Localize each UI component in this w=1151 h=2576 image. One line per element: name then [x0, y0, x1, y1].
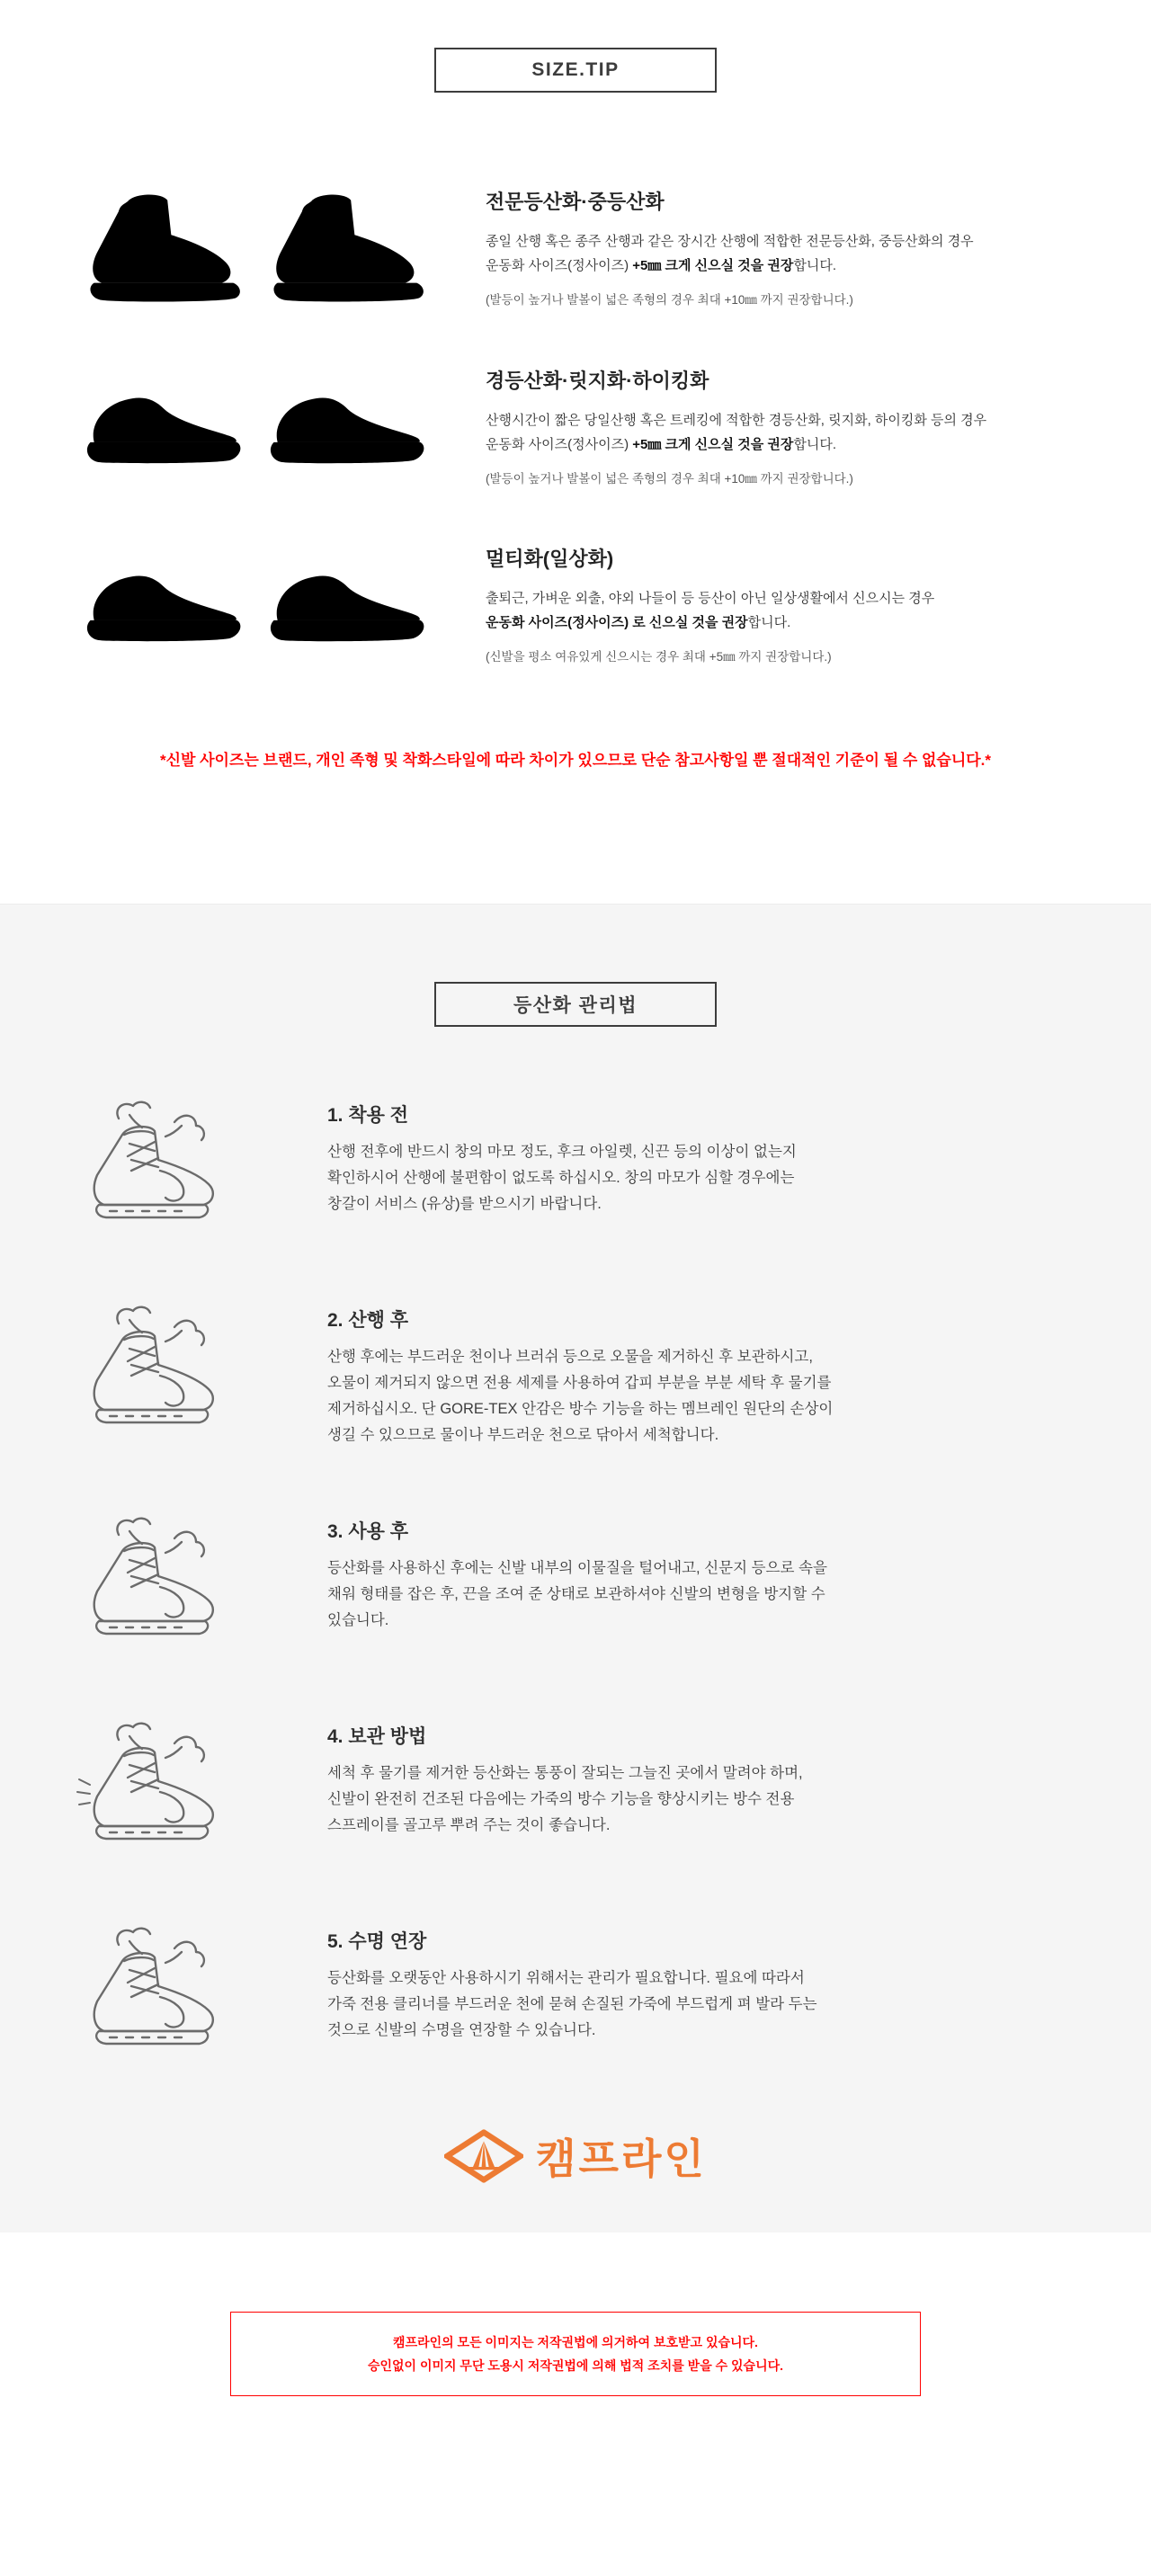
product-list: [0, 186, 1151, 664]
boot-care-illustration-icon: [67, 1716, 234, 1858]
care-title-box: [434, 982, 717, 1027]
product-note: (발등이 높거나 발볼이 넓은 족형의 경우 최대 +10㎜ 까지 권장합니다.): [486, 471, 853, 486]
multi-shoe-brown-image: [79, 559, 248, 648]
care-heading: 1. 착용 전: [327, 1104, 409, 1126]
care-line: 가죽 전용 클리너를 부드러운 천에 묻혀 손질된 가죽에 부드럽게 펴 발라 두는: [327, 1995, 817, 2012]
boot-care-illustration-icon: [67, 1300, 234, 1442]
product-heading: 경등산화·릿지화·하이킹화: [486, 369, 709, 392]
product-heading: 멀티화(일상화): [486, 547, 614, 570]
product-note: (신발을 평소 여유있게 신으시는 경우 최대 +5㎜ 까지 권장합니다.): [486, 649, 832, 664]
care-line: 등산화를 오랫동안 사용하시기 위해서는 관리가 필요합니다. 필요에 따라서: [327, 1969, 805, 1986]
care-item-2: [0, 1300, 1151, 1448]
boot-care-illustration-icon: [67, 1921, 234, 2063]
trail-shoe-brown-image: [263, 381, 432, 470]
boot-care-illustration-icon: [67, 1511, 234, 1653]
footer: [0, 2233, 1151, 2491]
care-line: 스프레이를 골고루 뿌려 주는 것이 좋습니다.: [327, 1816, 611, 1833]
care-item-5: [0, 1921, 1151, 2063]
care-items: [0, 1095, 1151, 2063]
diamond-peak-logo-icon: [444, 2129, 523, 2183]
care-text: [327, 1511, 939, 1653]
product-description-line2: 운동화 사이즈(정사이즈) 로 신으실 것을 권장합니다.: [486, 614, 791, 630]
product-text: [486, 366, 1088, 486]
care-line: 산행 후에는 부드러운 천이나 브러쉬 등으로 오물을 제거하신 후 보관하시고,: [327, 1348, 813, 1365]
product-description-line1: 산행시간이 짧은 당일산행 혹은 트레킹에 적합한 경등산화, 릿지화, 하이킹화 등의 경우: [486, 412, 987, 428]
care-line: 오물이 제거되지 않으면 전용 세제를 사용하여 갑피 부분을 부분 세탁 후 물기를: [327, 1374, 832, 1391]
care-line: 등산화를 사용하신 후에는 신발 내부의 이물질을 털어내고, 신문지 등으로 속을: [327, 1559, 827, 1576]
product-images: [79, 559, 444, 648]
boot-care-illustration-icon: [67, 1095, 234, 1237]
care-line: 세척 후 물기를 제거한 등산화는 통풍이 잘되는 그늘진 곳에서 말려야 하며,: [327, 1764, 803, 1781]
care-line: 제거하십시오. 단 GORE-TEX 안감은 방수 기능을 하는 멤브레인 원단의 손상이: [327, 1400, 834, 1417]
care-item-3: [0, 1511, 1151, 1653]
product-text: [486, 187, 1088, 308]
care-heading: 3. 사용 후: [327, 1520, 409, 1542]
hiking-boot-navy-image: [79, 186, 248, 308]
hiking-boot-brown-image: [263, 186, 432, 308]
copyright-line: 캠프라인의 모든 이미지는 저작권법에 의거하여 보호받고 있습니다.: [393, 2334, 758, 2349]
care-text: [327, 1921, 939, 2063]
care-line: 산행 전후에 반드시 창의 마모 정도, 후크 아일렛, 신끈 등의 이상이 없는지: [327, 1143, 797, 1160]
trail-shoe-gray-image: [79, 381, 248, 470]
product-description-line1: 출퇴근, 가벼운 외출, 야외 나들이 등 등산이 아닌 일상생활에서 신으시는 경우: [486, 590, 935, 606]
product-description-line2: 운동화 사이즈(정사이즈) +5㎜ 크게 신으실 것을 권장합니다.: [486, 436, 837, 452]
care-title: 등산화 관리법: [513, 994, 638, 1016]
care-heading: 4. 보관 방법: [327, 1725, 427, 1747]
product-heading: 전문등산화·중등산화: [486, 190, 665, 213]
product-note: (발등이 높거나 발볼이 넓은 족형의 경우 최대 +10㎜ 까지 권장합니다.): [486, 292, 853, 307]
care-line: 채워 형태를 잡은 후, 끈을 조여 준 상태로 보관하셔야 신발의 변형을 방지할 수: [327, 1585, 825, 1602]
spray-lines: [77, 1779, 90, 1805]
care-text: [327, 1095, 939, 1237]
care-item-1: [0, 1095, 1151, 1237]
size-disclaimer: *신발 사이즈는 브랜드, 개인 족형 및 착화스타일에 따라 차이가 있으므로 단순 참고사항일 뿐 절대적인 기준이 될 수 없습니다.*: [159, 751, 992, 769]
size-tip-title-box: [434, 48, 717, 93]
product-row-mountaineering: [0, 186, 1151, 308]
care-item-4: [0, 1716, 1151, 1858]
multi-shoe-black-image: [263, 559, 432, 648]
size-tip-title: SIZE.TIP: [531, 59, 620, 80]
care-section: [0, 904, 1151, 2233]
brand-logo-text: 캠프라인: [536, 2135, 707, 2182]
care-text: [327, 1300, 939, 1448]
product-row-multi: [0, 544, 1151, 664]
copyright-line: 승인없이 이미지 무단 도용시 저작권법에 의해 법적 조치를 받을 수 있습니다.: [367, 2358, 784, 2373]
care-line: 신발이 완전히 건조된 다음에는 가죽의 방수 기능을 향상시키는 방수 전용: [327, 1790, 795, 1807]
care-line: 생길 수 있으므로 물이나 부드러운 천으로 닦아서 세척합니다.: [327, 1426, 719, 1443]
product-description-line1: 종일 산행 혹은 종주 산행과 같은 장시간 산행에 적합한 전문등산화, 중등산화의 경우: [486, 233, 974, 249]
product-row-light-hiking: [0, 366, 1151, 486]
size-tip-section: [0, 0, 1151, 904]
product-images: [79, 186, 444, 308]
brand-logo: [0, 2126, 1151, 2186]
product-text: [486, 544, 1088, 664]
care-line: 창갈이 서비스 (유상)를 받으시기 바랍니다.: [327, 1195, 602, 1212]
copyright-notice-box: [230, 2312, 921, 2396]
product-description-line2: 운동화 사이즈(정사이즈) +5㎜ 크게 신으실 것을 권장합니다.: [486, 257, 837, 273]
care-line: 확인하시어 산행에 불편함이 없도록 하십시오. 창의 마모가 심할 경우에는: [327, 1169, 795, 1186]
product-images: [79, 381, 444, 470]
care-line: 것으로 신발의 수명을 연장할 수 있습니다.: [327, 2021, 596, 2038]
care-heading: 2. 산행 후: [327, 1309, 409, 1331]
care-text: [327, 1716, 939, 1858]
care-heading: 5. 수명 연장: [327, 1930, 427, 1952]
care-line: 있습니다.: [327, 1611, 389, 1628]
